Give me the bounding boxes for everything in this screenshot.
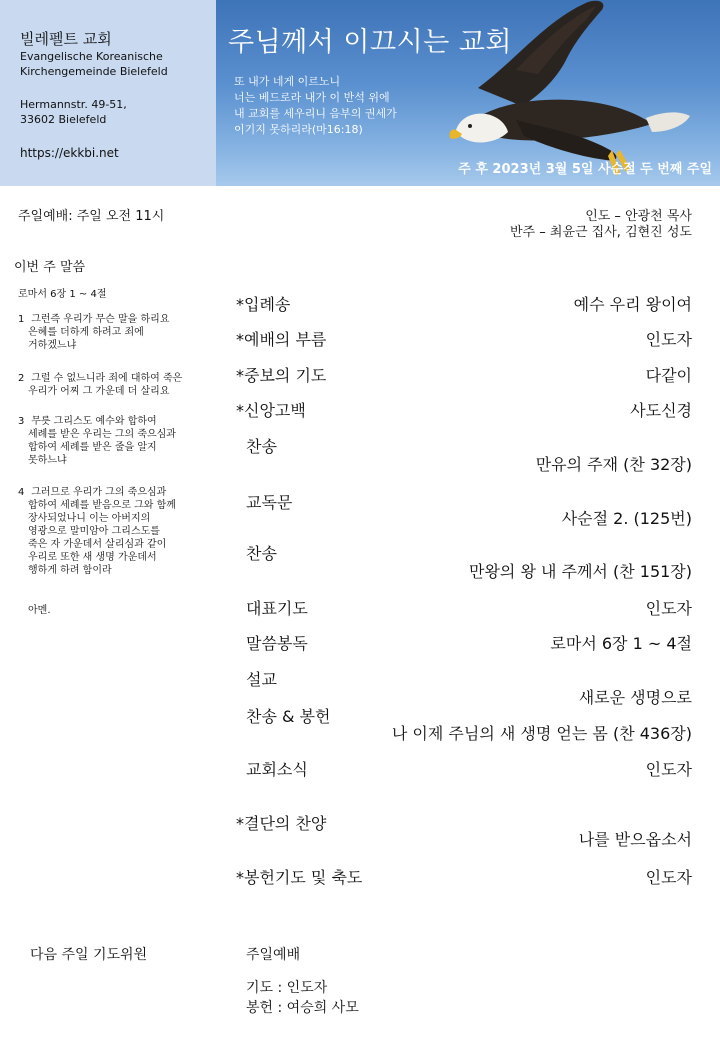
address-line1: Hermannstr. 49-51, bbox=[20, 98, 127, 111]
next-week-prayer: 기도 : 인도자 bbox=[246, 980, 328, 996]
order-value-1: 예수 우리 왕이여 bbox=[573, 295, 692, 314]
verse-1 bbox=[18, 313, 218, 352]
verse-line: 그러므로 우리가 그의 죽으심과 bbox=[31, 487, 167, 498]
header-verse-line1: 또 내가 네게 이르노니 bbox=[234, 75, 341, 88]
scripture-reference: 로마서 6장 1 ~ 4절 bbox=[18, 289, 107, 300]
header-verse-line4: 이기지 못하리라(마16:18) bbox=[234, 123, 363, 136]
service-date: 주 후 2023년 3월 5일 사순절 두 번째 주일 bbox=[458, 162, 712, 177]
order-value-12: 인도자 bbox=[645, 760, 692, 779]
order-value-6: 사순절 2. (125번) bbox=[561, 509, 692, 528]
verse-line: 은혜를 더하게 하려고 죄에 bbox=[28, 327, 144, 338]
order-label-3: *중보의 기도 bbox=[236, 366, 327, 385]
verse-3 bbox=[18, 415, 218, 467]
order-label-1: *입례송 bbox=[236, 295, 291, 314]
order-value-7: 만왕의 왕 내 주께서 (찬 151장) bbox=[468, 562, 692, 581]
verse-line: 세례를 받은 우리는 그의 죽으심과 bbox=[28, 429, 176, 440]
church-name: 빌레펠트 교회 bbox=[20, 30, 112, 48]
order-label-10: 설교 bbox=[246, 670, 277, 689]
service-accompanist: 반주 – 최윤근 집사, 김현진 성도 bbox=[510, 225, 692, 240]
header-title: 주님께서 이끄시는 교회 bbox=[228, 27, 512, 58]
org-name-line2: Kirchengemeinde Bielefeld bbox=[20, 65, 168, 78]
verse-line: 장사되었나니 이는 아버지의 bbox=[28, 513, 151, 524]
verse-2 bbox=[18, 372, 218, 398]
order-value-4: 사도신경 bbox=[630, 401, 692, 420]
verse-number: 3 bbox=[18, 416, 25, 427]
order-label-7: 찬송 bbox=[246, 544, 277, 563]
verse-line: 합하여 세례를 받음으로 그와 함께 bbox=[28, 500, 176, 511]
header-banner bbox=[216, 0, 720, 186]
order-label-2: *예배의 부름 bbox=[236, 330, 327, 349]
next-week-offering: 봉헌 : 여승희 사모 bbox=[246, 1000, 359, 1016]
order-value-3: 다같이 bbox=[645, 366, 692, 385]
order-value-9: 로마서 6장 1 ~ 4절 bbox=[550, 634, 692, 653]
verse-line: 행하게 하려 함이라 bbox=[28, 565, 112, 576]
header-verse-line2: 너는 베드로라 내가 이 반석 위에 bbox=[234, 91, 390, 104]
order-label-6: 교독문 bbox=[246, 493, 293, 512]
scripture-title: 이번 주 말씀 bbox=[14, 260, 86, 275]
order-value-5: 만유의 주재 (찬 32장) bbox=[535, 455, 692, 474]
org-name-line1: Evangelische Koreanische bbox=[20, 50, 163, 63]
order-value-8: 인도자 bbox=[645, 599, 692, 618]
order-label-5: 찬송 bbox=[246, 437, 277, 456]
verse-4 bbox=[18, 486, 218, 577]
verse-line: 그럴 수 없느니라 죄에 대하여 죽은 bbox=[31, 373, 183, 384]
verse-line: 그런즉 우리가 무슨 말을 하리요 bbox=[31, 314, 170, 325]
church-info-panel bbox=[0, 0, 216, 186]
scripture-amen: 아멘. bbox=[28, 605, 51, 616]
order-label-14: *봉헌기도 및 축도 bbox=[236, 868, 363, 887]
verse-number: 2 bbox=[18, 373, 25, 384]
address-line2: 33602 Bielefeld bbox=[20, 113, 107, 126]
next-week-title: 다음 주일 기도위원 bbox=[30, 947, 148, 963]
order-label-11: 찬송 & 봉헌 bbox=[246, 707, 331, 726]
order-value-14: 인도자 bbox=[645, 868, 692, 887]
verse-line: 거하겠느냐 bbox=[28, 340, 77, 351]
next-week-service: 주일예배 bbox=[246, 947, 301, 963]
verse-line: 무릇 그리스도 예수와 합하여 bbox=[31, 416, 157, 427]
verse-line: 합하여 세례를 받은 줄을 알지 bbox=[28, 442, 157, 453]
verse-line: 우리가 어찌 그 가운데 더 살리요 bbox=[28, 386, 170, 397]
verse-number: 4 bbox=[18, 487, 25, 498]
verse-line: 죽은 자 가운데서 살리심과 같이 bbox=[28, 539, 167, 550]
order-value-11: 나 이제 주님의 새 생명 얻는 몸 (찬 436장) bbox=[391, 724, 692, 743]
order-label-12: 교회소식 bbox=[246, 760, 308, 779]
service-time: 주일예배: 주일 오전 11시 bbox=[18, 209, 165, 224]
verse-number: 1 bbox=[18, 314, 25, 325]
order-label-13: *결단의 찬양 bbox=[236, 814, 327, 833]
order-label-9: 말씀봉독 bbox=[246, 634, 308, 653]
church-url[interactable]: https://ekkbi.net bbox=[20, 146, 119, 160]
order-value-10: 새로운 생명으로 bbox=[578, 688, 692, 707]
order-label-4: *신앙고백 bbox=[236, 401, 306, 420]
order-value-2: 인도자 bbox=[645, 330, 692, 349]
service-leader: 인도 – 안광천 목사 bbox=[585, 209, 692, 224]
order-value-13: 나를 받으옵소서 bbox=[578, 830, 692, 849]
verse-line: 영광으로 말미암아 그리스도를 bbox=[28, 526, 160, 537]
header-verse-line3: 내 교회를 세우리니 음부의 권세가 bbox=[234, 107, 397, 120]
verse-line: 못하느냐 bbox=[28, 455, 67, 466]
order-label-8: 대표기도 bbox=[246, 599, 308, 618]
verse-line: 우리로 또한 새 생명 가운데서 bbox=[28, 552, 157, 563]
